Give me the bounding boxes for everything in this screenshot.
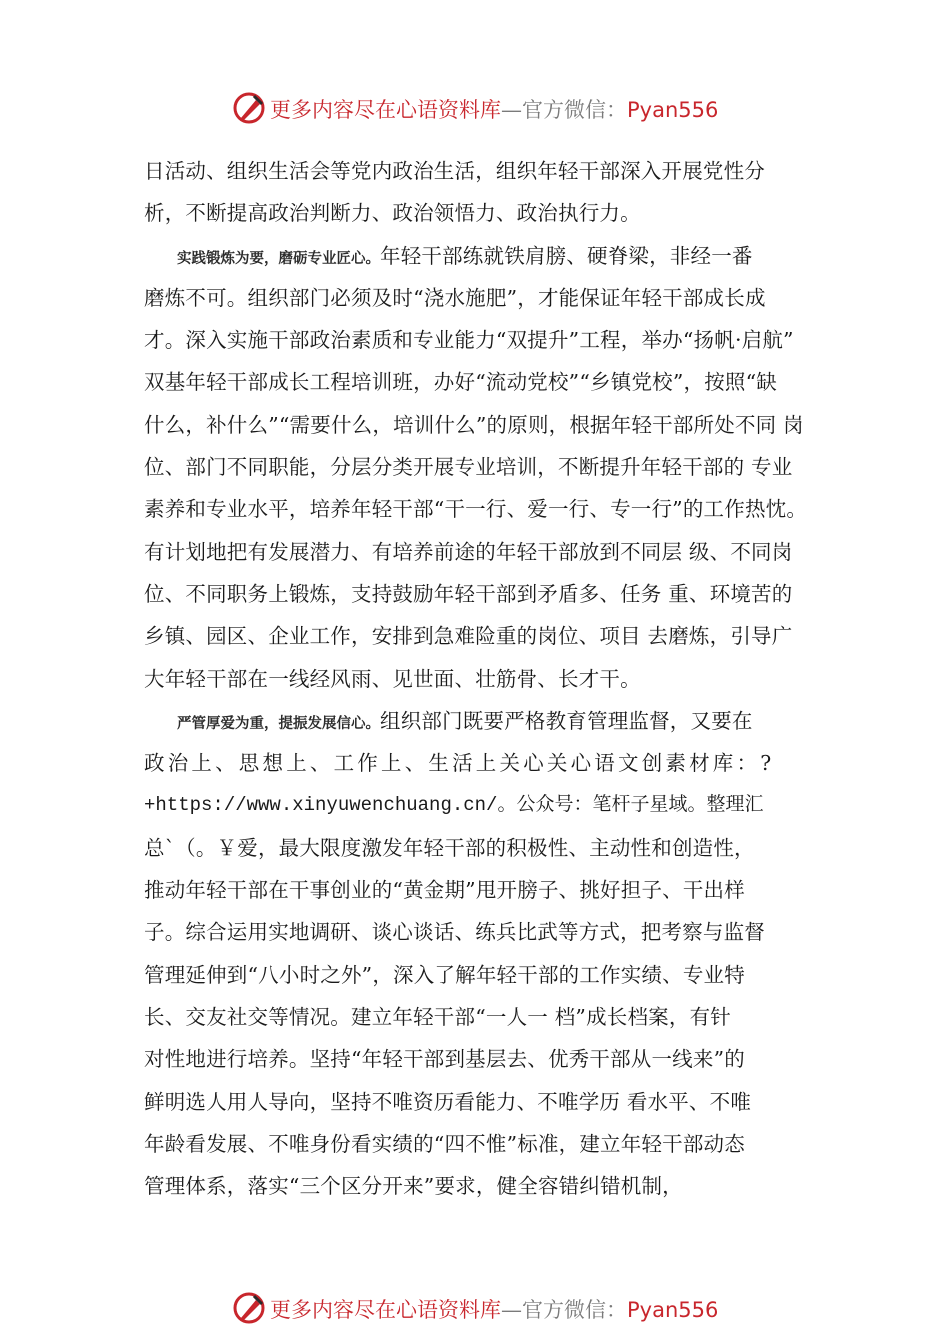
text-line: 位、不同职务上锻炼，支持鼓励年轻干部到矛盾多、任务 重、环境苦的 <box>144 581 793 606</box>
header-text <box>270 94 718 124</box>
text-line: 年龄看发展、不唯身份看实绩的“四不惟”标准，建立年轻干部动态 <box>144 1131 745 1156</box>
document-body <box>144 150 824 1207</box>
paragraph-lead: 严管厚爱为重，提振发展信心。 <box>177 715 380 732</box>
text-line: 素养和专业水平，培养年轻干部“干一行、爱一行、专一行”的工作热忱。 <box>144 497 808 522</box>
text-line: 位、部门不同职能，分层分类开展专业培训，不断提升年轻干部的 专业 <box>144 455 793 480</box>
text-line: 总`（。￥爱，最大限度激发年轻干部的积极性、主动性和创造性， <box>144 835 755 860</box>
footer-banner <box>0 1288 950 1328</box>
text-line: 析，不断提高政治判断力、政治领悟力、政治执行力。 <box>144 201 641 226</box>
text-line: 长、交友社交等情况。建立年轻干部“一人一 档”成长档案，有针 <box>144 1004 731 1029</box>
footer-contact: —官方微信： <box>501 1298 627 1322</box>
text-line: 对性地进行培养。坚持“年轻干部到基层去、优秀干部从一线来”的 <box>144 1047 745 1072</box>
footer-wechat-id: Pyan556 <box>627 1298 719 1322</box>
header-contact: —官方微信： <box>501 98 627 122</box>
text-line: 管理延伸到“八小时之外”，深入了解年轻干部的工作实绩、专业特 <box>144 962 745 987</box>
text-line: 管理体系，落实“三个区分开来”要求，健全容错纠错机制， <box>144 1174 683 1199</box>
footer-text <box>270 1294 718 1324</box>
text-line: 才。深入实施干部政治素质和专业能力“双提升”工程，举办“扬帆·启航” <box>144 328 794 353</box>
text-line: 鲜明选人用人导向，坚持不唯资历看能力、不唯学历 看水平、不唯 <box>144 1089 752 1114</box>
text-line: 政治上、思想上、工作上、生活上关心关心语文创素材库：? <box>144 751 775 776</box>
text-line: 磨炼不可。组织部门必须及时“浇水施肥”，才能保证年轻干部成长成 <box>144 285 766 310</box>
text-line: 大年轻干部在一线经风雨、见世面、壮筋骨、长才干。 <box>144 666 641 691</box>
pen-nib-logo-icon <box>232 90 268 126</box>
paragraph-practice <box>144 235 824 277</box>
text-span: 年轻干部练就铁肩膀、硬脊梁，非经一番 <box>380 243 753 268</box>
header-wechat-id: Pyan556 <box>627 98 719 122</box>
header-brand: 更多内容尽在心语资料库 <box>270 98 501 122</box>
text-span: 组织部门既要严格教育管理监督，又要在 <box>380 708 753 733</box>
paragraph-care <box>144 700 824 742</box>
text-line: 子。综合运用实地调研、谈心谈话、练兵比武等方式，把考察与监督 <box>144 920 765 945</box>
header-banner <box>0 88 950 128</box>
footer-brand: 更多内容尽在心语资料库 <box>270 1298 501 1322</box>
text-line: 日活动、组织生活会等党内政治生活，组织年轻干部深入开展党性分 <box>144 159 765 183</box>
text-line: 什么，补什么”“需要什么，培训什么”的原则，根据年轻干部所处不同 岗 <box>144 412 804 437</box>
text-line-url: +https://www.xinyuwenchuang.cn/。公众号：笔杆子星域。整理汇 <box>144 794 764 817</box>
text-line: 乡镇、园区、企业工作，安排到急难险重的岗位、项目 去磨炼，引导广 <box>144 624 793 649</box>
paragraph-lead: 实践锻炼为要，磨砺专业匠心。 <box>177 250 380 267</box>
text-line: 双基年轻干部成长工程培训班，办好“流动党校”“乡镇党校”，按照“缺 <box>144 370 777 395</box>
text-line: 推动年轻干部在干事创业的“黄金期”甩开膀子、挑好担子、干出样 <box>144 878 745 903</box>
text-line: 有计划地把有发展潜力、有培养前途的年轻干部放到不同层 级、不同岗 <box>144 539 793 564</box>
pen-nib-logo-icon <box>232 1290 268 1326</box>
